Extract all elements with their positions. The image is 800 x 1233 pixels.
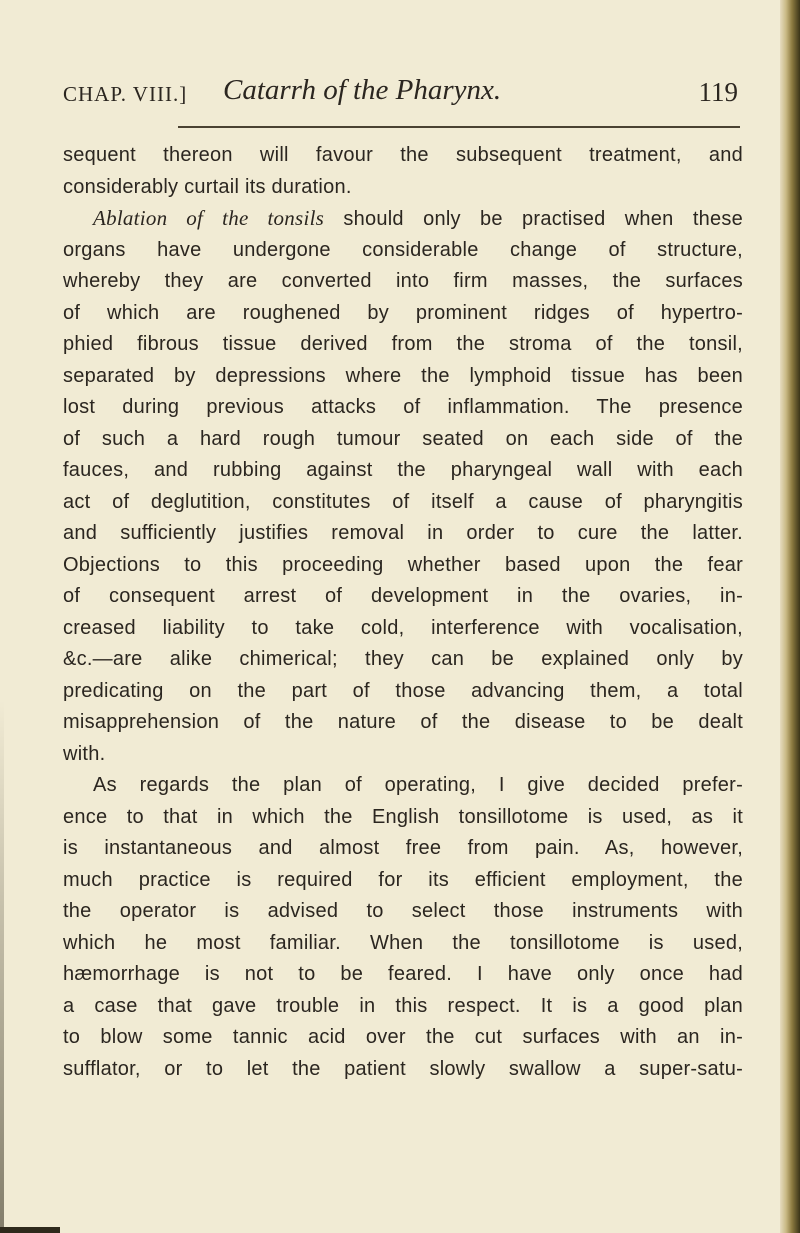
text-line: whereby they are converted into firm masses, the surfaces [63,270,743,292]
text-line: much practice is required for its efficient employment, the [63,868,743,891]
text-line: the operator is advised to select those instruments with [63,900,743,922]
text-line: with. [63,742,106,765]
page-edge-left-shadow [0,700,4,1233]
header-rule [178,126,740,128]
text-line: &c.—are alike chimerical; they can be explained only by [63,648,743,670]
body-text [63,140,743,1085]
text-line [63,203,743,235]
chapter-label: CHAP. VIII.] [63,82,188,106]
text-line: which he most familiar. When the tonsillotome is used, [63,931,743,954]
text-line: misapprehension of the nature of the disease to be dealt [63,711,743,733]
text-line: of which are roughened by prominent ridges of hypertro- [63,301,743,324]
text-line: As regards the plan of operating, I give decided prefer- [93,774,743,796]
text-line: ence to that in which the English tonsillotome is used, as it [63,805,743,828]
text-line-rest: should only be practised when these [343,208,743,230]
text-line: and sufficiently justifies removal in order to cure the latter. [63,522,743,544]
text-line: act of deglutition, constitutes of itself a cause of pharyngitis [63,490,743,513]
text-line: sufflator, or to let the patient slowly swallow a super-satu- [63,1057,743,1080]
text-line: to blow some tannic acid over the cut surfaces with an in- [63,1026,743,1048]
text-line: sequent thereon will favour the subsequent treatment, and [63,144,743,166]
text-line: considerably curtail its duration. [63,175,352,198]
binding-mark [0,1227,60,1233]
text-line: is instantaneous and almost free from pain. As, however, [63,837,743,859]
text-line: of consequent arrest of development in the ovaries, in- [63,585,743,607]
text-line: predicating on the part of those advancing them, a total [63,679,743,702]
text-line: of such a hard rough tumour seated on each side of the [63,427,743,450]
text-line: separated by depressions where the lymphoid tissue has been [63,364,743,387]
running-header [63,74,738,114]
text-line: a case that gave trouble in this respect. It is a good plan [63,994,743,1017]
running-title: Catarrh of the Pharynx. [223,74,502,106]
page-number: 119 [698,77,738,107]
text-line: creased liability to take cold, interference with vocalisation, [63,616,743,639]
text-line: hæmorrhage is not to be feared. I have only once had [63,963,743,985]
text-line: organs have undergone considerable change of structure, [63,238,743,261]
page-edge-shadow [780,0,800,1233]
text-line: Objections to this proceeding whether based upon the fear [63,553,743,576]
italic-lead: Ablation of the tonsils [93,206,325,230]
text-line: phied fibrous tissue derived from the stroma of the tonsil, [63,333,743,355]
text-line: lost during previous attacks of inflammation. The presence [63,396,743,418]
text-line: fauces, and rubbing against the pharyngeal wall with each [63,459,743,481]
